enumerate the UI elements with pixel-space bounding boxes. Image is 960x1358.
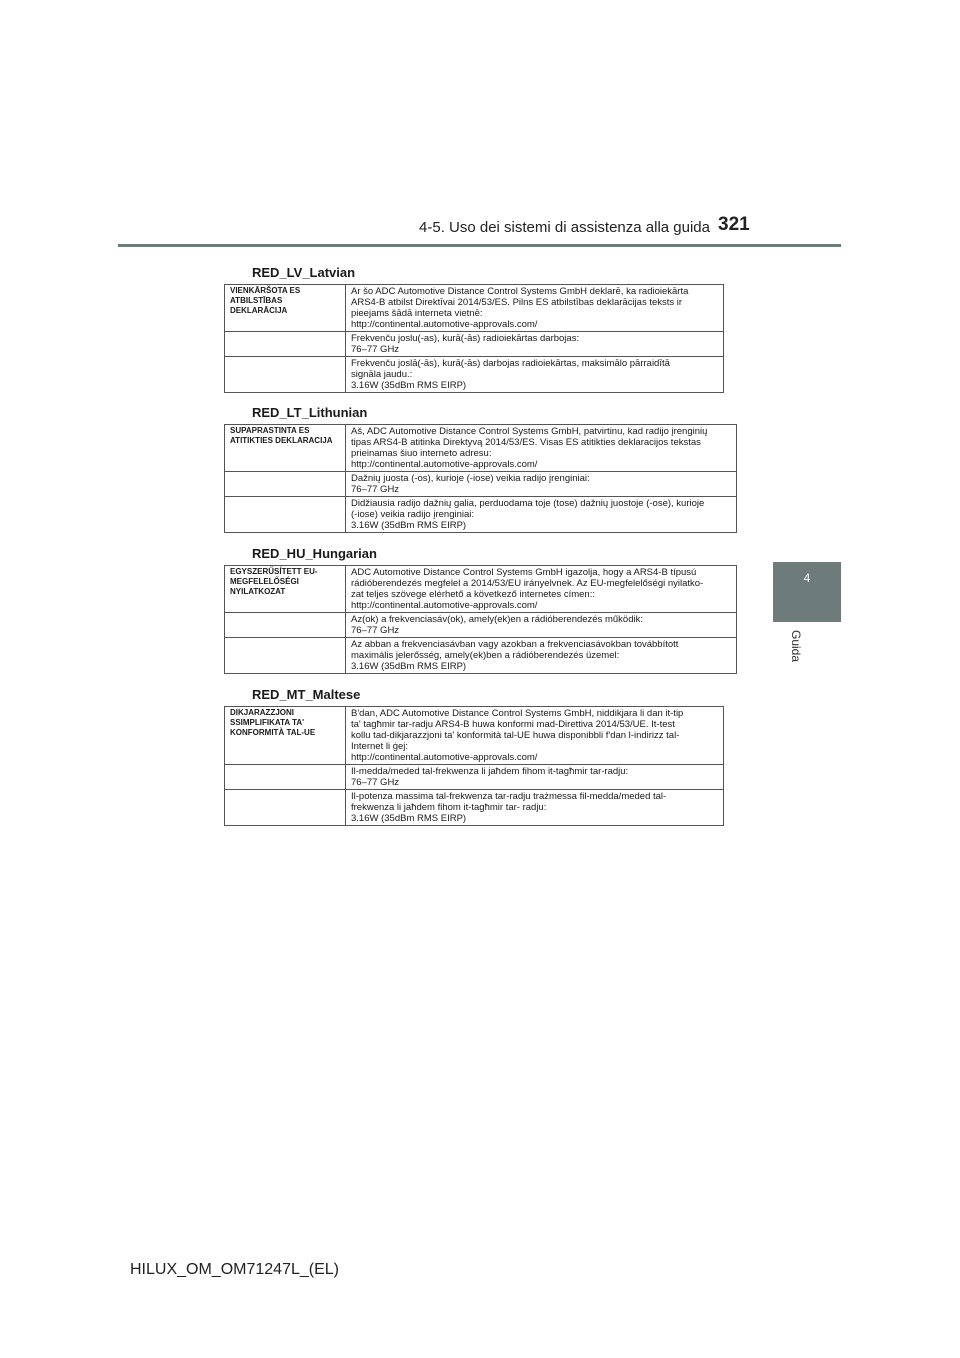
content-line: Ar šo ADC Automotive Distance Control Systems GmbH deklarē, ka radioiekārta	[351, 286, 689, 297]
content-line: maximális jelerősség, amely(ek)ben a rádióberendezés üzemel:	[351, 650, 620, 661]
row-label: SUPAPRASTINTA ES ATITIKTIES DEKLARACIJA	[225, 425, 346, 472]
table-row	[225, 707, 724, 765]
row-label	[225, 332, 346, 357]
row-content	[346, 357, 724, 393]
row-content	[346, 638, 737, 674]
content-line: signāla jaudu.:	[351, 369, 413, 380]
declaration-section	[224, 547, 737, 674]
row-content	[346, 765, 724, 790]
section-heading: RED_MT_Maltese	[252, 687, 361, 702]
declaration-section	[224, 266, 724, 393]
row-content	[346, 790, 724, 826]
row-content	[346, 332, 724, 357]
content-line: Aš, ADC Automotive Distance Control Systems GmbH, patvirtinu, kad radijo įrenginių	[351, 426, 708, 437]
row-label: VIENKĀRŠOTA ES ATBILSTĪBAS DEKLARĀCIJA	[225, 285, 346, 332]
row-label: DIKJARAZZJONI SSIMPLIFIKATA TA' KONFORMITÀ TAL-UE	[225, 707, 346, 765]
table-row	[225, 357, 724, 393]
content-line: zat teljes szövege elérhető a következő internetes címen::	[351, 589, 595, 600]
row-content	[346, 707, 724, 765]
row-label	[225, 497, 346, 533]
row-label	[225, 472, 346, 497]
content-line: Il-medda/meded tal-frekwenza li jaħdem fihom it-tagħmir tar-radju:	[351, 766, 629, 777]
row-content	[346, 472, 737, 497]
table-row	[225, 497, 737, 533]
content-line: Az abban a frekvenciasávban vagy azokban a frekvenciasávokban továbbított	[351, 639, 679, 650]
content-line: Internet li ġej:	[351, 741, 409, 752]
content-line: http://continental.automotive-approvals.com/	[351, 319, 538, 330]
declaration-section	[224, 406, 737, 533]
table-row	[225, 613, 737, 638]
content-line: ADC Automotive Distance Control Systems GmbH igazolja, hogy a ARS4-B típusú	[351, 567, 697, 578]
page-number: 321	[718, 214, 750, 235]
row-label	[225, 638, 346, 674]
content-line: 76–77 GHz	[351, 625, 400, 636]
content-line: 76–77 GHz	[351, 484, 400, 495]
header-rule	[118, 244, 841, 247]
content-line: http://continental.automotive-approvals.com/	[351, 752, 538, 763]
content-line: pieejams šādā interneta vietnē:	[351, 308, 483, 319]
header-title: 4-5. Uso dei sistemi di assistenza alla guida	[419, 219, 710, 236]
table-row	[225, 790, 724, 826]
content-line: (-iose) veikia radijo įrenginiai:	[351, 509, 475, 520]
table-row	[225, 332, 724, 357]
content-line: Az(ok) a frekvenciasáv(ok), amely(ek)en a rádióberendezés működik:	[351, 614, 643, 625]
row-content	[346, 497, 737, 533]
content-line: kollu tad-dikjarazzjoni ta' konformità tal-UE huwa disponibbli f'dan l-indirizz tal-	[351, 730, 680, 741]
content-line: Didžiausia radijo dažnių galia, perduodama toje (tose) dažnių juostoje (-ose), kurioje	[351, 498, 705, 509]
declaration-section	[224, 688, 724, 826]
row-content	[346, 285, 724, 332]
content-line: 3.16W (35dBm RMS EIRP)	[351, 520, 467, 531]
content-line: ARS4-B atbilst Direktīvai 2014/53/ES. Pilns ES atbilstības deklarācijas teksts ir	[351, 297, 683, 308]
row-label: EGYSZERŰSÍTETT EU-MEGFELELŐSÉGI NYILATKOZAT	[225, 566, 346, 613]
content-line: B'dan, ADC Automotive Distance Control Systems GmbH, niddikjara li dan it-tip	[351, 708, 684, 719]
content-line: 3.16W (35dBm RMS EIRP)	[351, 380, 467, 391]
content-line: 3.16W (35dBm RMS EIRP)	[351, 661, 467, 672]
document-code: HILUX_OM_OM71247L_(EL)	[130, 1261, 339, 1278]
chapter-tab	[773, 562, 841, 622]
table-row	[225, 472, 737, 497]
declaration-table	[224, 424, 737, 533]
content-line: frekwenza li jaħdem fihom it-tagħmir tar- radju:	[351, 802, 547, 813]
table-row	[225, 638, 737, 674]
section-heading: RED_LV_Latvian	[252, 265, 356, 280]
content-line: tipas ARS4-B atitinka Direktyvą 2014/53/ES. Visas ES atitikties deklaracijos tekstas	[351, 437, 701, 448]
content-line: Dažnių juosta (-os), kurioje (-iose) veikia radijo įrenginiai:	[351, 473, 590, 484]
row-content	[346, 613, 737, 638]
table-row	[225, 566, 737, 613]
row-content	[346, 566, 737, 613]
declaration-table	[224, 284, 724, 393]
table-row	[225, 425, 737, 472]
content-line: http://continental.automotive-approvals.com/	[351, 600, 538, 611]
row-label	[225, 357, 346, 393]
row-label	[225, 765, 346, 790]
content-line: 3.16W (35dBm RMS EIRP)	[351, 813, 467, 824]
table-row	[225, 765, 724, 790]
row-label	[225, 790, 346, 826]
content-line: 76–77 GHz	[351, 344, 400, 355]
chapter-number: 4	[803, 571, 811, 585]
declaration-table	[224, 706, 724, 826]
content-line: http://continental.automotive-approvals.com/	[351, 459, 538, 470]
content-line: Frekvenču joslu(-as), kurā(-ās) radioiekārtas darbojas:	[351, 333, 580, 344]
content-line: Frekvenču joslā(-ās), kurā(-ās) darbojas radioiekārtas, maksimālo pārraidītā	[351, 358, 670, 369]
row-content	[346, 425, 737, 472]
declaration-table	[224, 565, 737, 674]
content-line: prieinamas šiuo interneto adresu:	[351, 448, 492, 459]
section-heading: RED_LT_Lithunian	[252, 405, 368, 420]
content-line: rádióberendezés megfelel a 2014/53/EU irányelvnek. Az EU-megfelelőségi nyilatko-	[351, 578, 704, 589]
chapter-label: Guida	[789, 630, 803, 663]
content-line: ta' tagħmir tar-radju ARS4-B huwa konformi mad-Direttiva 2014/53/UE. It-test	[351, 719, 675, 730]
section-heading: RED_HU_Hungarian	[252, 546, 377, 561]
content-line: 76–77 GHz	[351, 777, 400, 788]
content-line: Il-potenza massima tal-frekwenza tar-radju trażmessa fil-medda/meded tal-	[351, 791, 667, 802]
row-label	[225, 613, 346, 638]
table-row	[225, 285, 724, 332]
